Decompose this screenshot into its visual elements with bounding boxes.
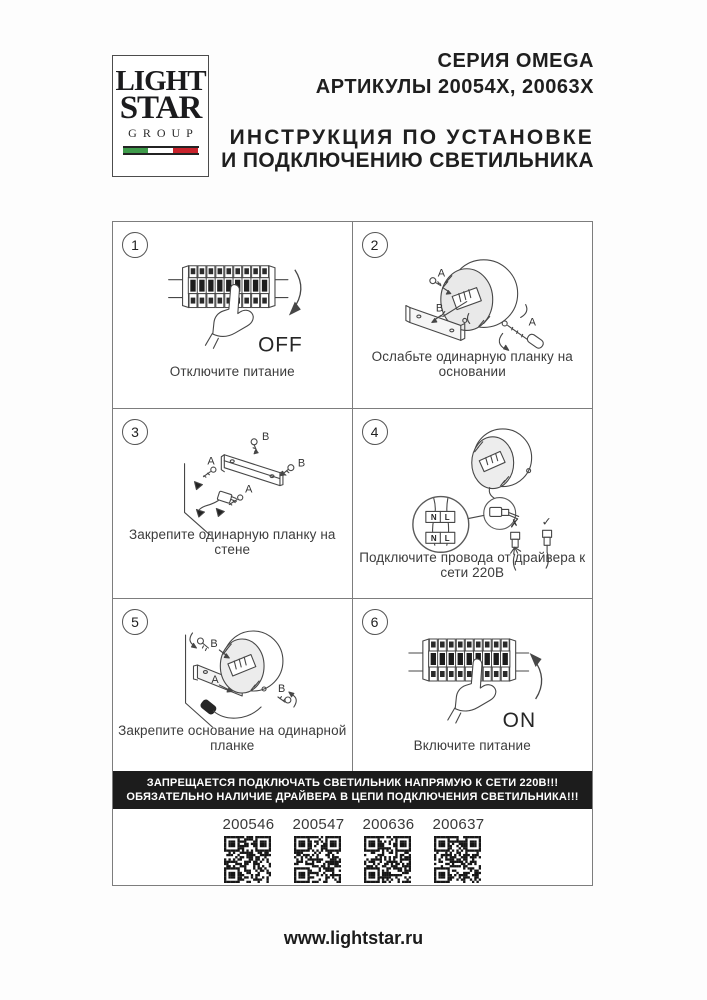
logo-word-star: STAR [119, 90, 202, 126]
logo-word-light: LIGHT [115, 65, 206, 97]
product-item [223, 816, 273, 886]
breaker-off-illustration [113, 222, 352, 408]
product-item [433, 816, 483, 886]
product-code: 200546 [222, 816, 275, 833]
label-a-right: A [528, 316, 536, 329]
warning-line1: ЗАПРЕЩАЕТСЯ ПОДКЛЮЧАТЬ СВЕТИЛЬНИК НАПРЯМУЮ К СЕТИ 220В!!! [146, 776, 559, 789]
step-2-caption: Ослабьте одинарную планку на основании [371, 349, 573, 379]
product-code: 200636 [362, 816, 415, 833]
warning-line2: ОБЯЗАТЕЛЬНО НАЛИЧИЕ ДРАЙВЕРА В ЦЕПИ ПОДКЛЮЧЕНИЯ СВЕТИЛЬНИКА!!! [126, 791, 579, 803]
header [221, 48, 594, 172]
mount-bracket-illustration [113, 409, 352, 598]
step-2-cell [353, 222, 593, 409]
terminal-n2-label: N [430, 533, 437, 543]
product-item [293, 816, 343, 886]
loosen-bracket-illustration [353, 222, 593, 408]
label-b-top: B [210, 637, 218, 651]
series-title: СЕРИЯ OMEGA [437, 50, 594, 72]
lightstar-logo [112, 55, 209, 177]
terminal-l2-label: L [444, 533, 450, 543]
steps-grid [113, 222, 592, 771]
instruction-panel [112, 221, 593, 886]
product-item [363, 816, 413, 886]
right-mark: ✓ [541, 514, 552, 529]
qr-code-icon [364, 836, 411, 883]
label-b: B [435, 302, 443, 315]
step-6-cell [353, 599, 593, 771]
qr-code-icon [224, 836, 271, 883]
website-url: www.lightstar.ru [283, 928, 424, 948]
step-6-caption: Включите питание [413, 738, 531, 753]
logo-word-group: GROUP [128, 126, 199, 140]
italian-flag-icon [123, 146, 199, 155]
step-3-cell [113, 409, 353, 599]
qr-code-icon [294, 836, 341, 883]
step-2-number: 2 [362, 232, 388, 258]
label-b-top: B [262, 430, 270, 443]
arrow-down-icon [289, 270, 301, 316]
step-1-cell [113, 222, 353, 409]
articles-line: АРТИКУЛЫ 20054X, 20063X [315, 76, 594, 98]
label-b-bottom: B [277, 682, 286, 696]
label-a-top: A [437, 267, 445, 280]
doc-title-line2: И ПОДКЛЮЧЕНИЮ СВЕТИЛЬНИКА [221, 149, 594, 172]
label-a-upper: A [207, 455, 215, 468]
terminal-n1-label: N [430, 512, 437, 522]
product-code: 200637 [432, 816, 485, 833]
label-a-lower: A [245, 483, 253, 496]
step-3-number: 3 [122, 419, 148, 445]
terminal-l1-label: L [444, 512, 450, 522]
wrong-mark: ✗ [509, 516, 520, 531]
step-4-cell [353, 409, 593, 599]
label-a: A [211, 673, 219, 687]
step-5-caption: Закрепите основание на одинарной планке [118, 723, 347, 753]
step-4-caption: Подключите провода от драйвера к сети 220В [359, 550, 586, 580]
step-4-number: 4 [362, 419, 388, 445]
step-5-number: 5 [122, 609, 148, 635]
step-1-number: 1 [122, 232, 148, 258]
step-1-caption: Отключите питание [169, 364, 295, 379]
label-b-right: B [297, 457, 306, 470]
arrow-up-icon [529, 653, 541, 699]
product-code: 200547 [292, 816, 345, 833]
power-state-label: OFF [258, 333, 303, 357]
doc-title-line1: ИНСТРУКЦИЯ ПО УСТАНОВКЕ [229, 126, 594, 149]
qr-code-icon [434, 836, 481, 883]
product-qr-codes [113, 809, 592, 886]
warning-banner [113, 771, 592, 809]
step-5-cell [113, 599, 353, 771]
step-6-number: 6 [362, 609, 388, 635]
power-state-label: ON [502, 708, 536, 733]
step-3-caption: Закрепите одинарную планку на стене [129, 527, 336, 557]
